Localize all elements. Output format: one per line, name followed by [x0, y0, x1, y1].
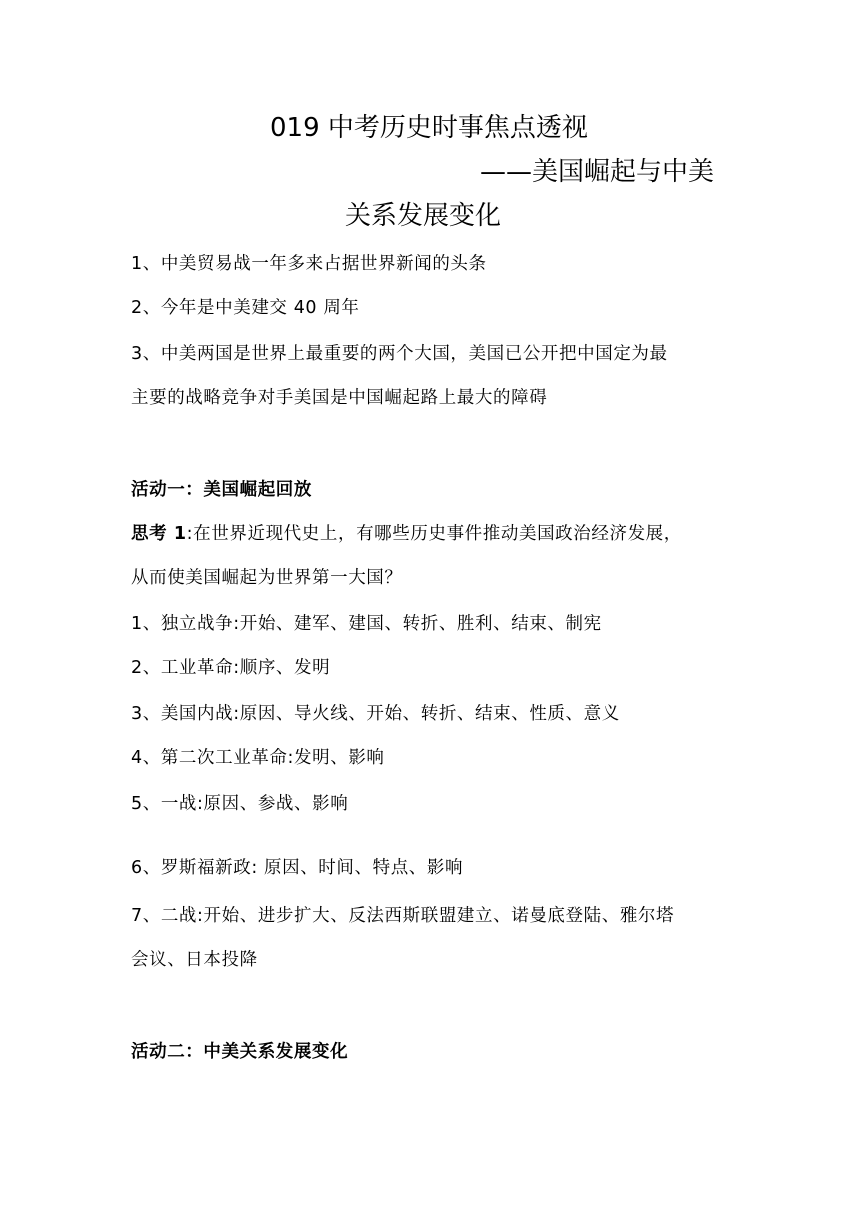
activity1-item-1: 1、独立战争:开始、建军、建国、转折、胜利、结束、制宪: [131, 614, 602, 634]
activity1-item-4: 4、第二次工业革命:发明、影响: [131, 748, 385, 768]
activity1-item-3: 3、美国内战:原因、导火线、开始、转折、结束、性质、意义: [131, 704, 620, 724]
think1-line-cont: 从而使美国崛起为世界第一大国？: [131, 568, 403, 588]
doc-title-line-1: 019 中考历史时事焦点透视: [270, 113, 588, 143]
doc-title-line-2: ——美国崛起与中美: [480, 157, 715, 187]
intro-line-4: 主要的战略竞争对手美国是中国崛起路上最大的障碍: [131, 388, 548, 408]
think1-label: 思考 1: [131, 524, 187, 544]
activity2-heading: 活动二：中美关系发展变化: [131, 1042, 349, 1062]
activity1-item-7-cont: 会议、日本投降: [131, 950, 258, 970]
think1-text: :在世界近现代史上，有哪些历史事件推动美国政治经济发展，: [186, 524, 682, 544]
think1-line: [131, 522, 682, 546]
intro-line-1: 1、中美贸易战一年多来占据世界新闻的头条: [131, 254, 487, 274]
intro-line-3: 3、中美两国是世界上最重要的两个大国，美国已公开把中国定为最: [131, 344, 668, 364]
activity1-item-5: 5、一战:原因、参战、影响: [131, 794, 349, 814]
activity1-item-2: 2、工业革命:顺序、发明: [131, 658, 331, 678]
intro-line-2: 2、今年是中美建交 40 周年: [131, 298, 360, 318]
activity1-item-6: 6、罗斯福新政: 原因、时间、特点、影响: [131, 858, 464, 878]
doc-title-line-3: 关系发展变化: [345, 201, 502, 231]
activity1-heading: 活动一：美国崛起回放: [131, 480, 312, 500]
activity1-item-7: 7、二战:开始、进步扩大、反法西斯联盟建立、诺曼底登陆、雅尔塔: [131, 906, 675, 926]
